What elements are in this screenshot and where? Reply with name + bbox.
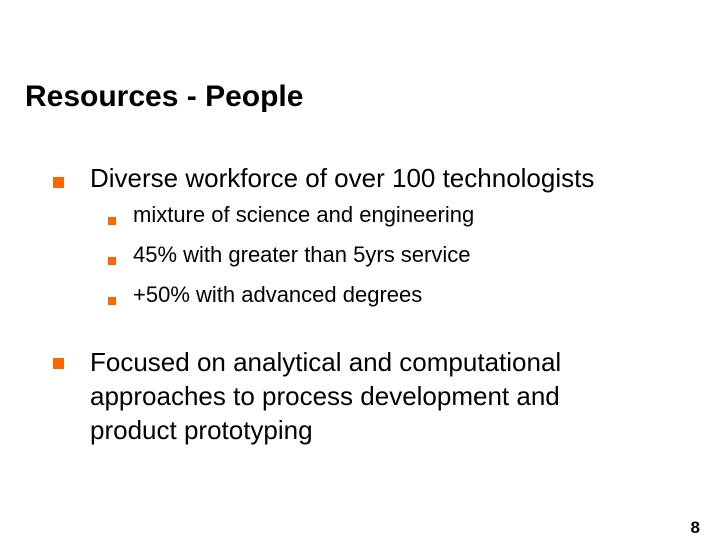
sub-bullet-item-text: mixture of science and engineering bbox=[133, 202, 475, 227]
sub-bullet-square-icon bbox=[108, 297, 116, 305]
bullet-square-icon bbox=[53, 358, 64, 369]
bullet-square-icon bbox=[53, 177, 64, 188]
sub-bullet-item-text: 45% with greater than 5yrs service bbox=[133, 242, 471, 267]
sub-bullet-square-icon bbox=[108, 257, 116, 265]
sub-bullet-item-text: +50% with advanced degrees bbox=[133, 282, 423, 307]
bullet-item-text: Diverse workforce of over 100 technologists bbox=[90, 163, 595, 193]
page-number: 8 bbox=[690, 518, 700, 537]
bullet-item-text: Focused on analytical and computational approaches to process development and product prototyping bbox=[90, 347, 562, 445]
page-title: Resources - People bbox=[25, 80, 304, 113]
sub-bullet-square-icon bbox=[108, 217, 116, 225]
